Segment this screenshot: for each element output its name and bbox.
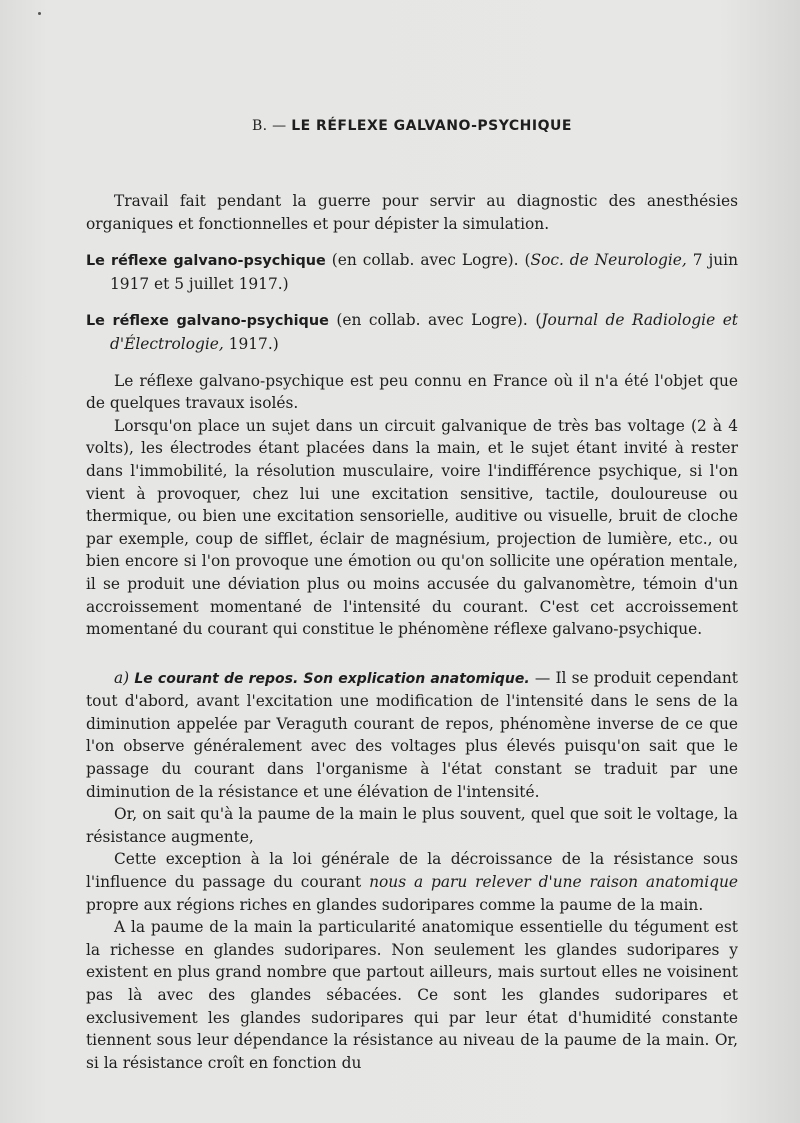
page-content bbox=[86, 112, 738, 1074]
reference-authors: (en collab. avec Logre). bbox=[336, 311, 528, 330]
italic-phrase: nous a paru relever d'une raison anatomique bbox=[369, 873, 738, 892]
body-paragraph: Lorsqu'on place un sujet dans un circuit galvanique de très bas voltage (2 à 4 volts), les électrodes étant placées dans la main, et le sujet étant invité à rester dans l'immobilité, la résolution musculaire, voire l'indifférence psychique, si l'on vient à provoquer, chez lui une excitation sensitive, tactile, douloureuse ou thermique, ou bien une excitation sensorielle, auditive ou visuelle, bruit de cloche par exemple, coup de sifflet, éclair de magnésium, projection de lumière, etc., ou bien encore si l'on provoque une émotion ou qu'on sollicite une opération mentale, il se produit une déviation plus ou moins accusée du galvanomètre, témoin d'un accroissement momentané de l'intensité du courant. C'est cet accroissement momentané du courant qui constitue le phénomène réflexe galvano-psychique. bbox=[86, 416, 738, 639]
intro-paragraph: Travail fait pendant la guerre pour servir au diagnostic des anesthésies organiques et fonctionnelles et pour dépister la simulation. bbox=[86, 192, 738, 233]
section-title: LE RÉFLEXE GALVANO-PSYCHIQUE bbox=[291, 118, 572, 134]
reference-1 bbox=[86, 249, 738, 295]
section-letter: B. — bbox=[252, 118, 287, 134]
reference-journal: Soc. de Neurologie, bbox=[530, 251, 687, 270]
reference-2 bbox=[86, 309, 738, 355]
subsection-a bbox=[86, 667, 738, 804]
reference-title: Le réflexe galvano-psychique bbox=[86, 313, 329, 330]
subsection-title: Le courant de repos. Son explication anatomique. bbox=[134, 670, 530, 687]
body-paragraph: Or, on sait qu'à la paume de la main le plus souvent, quel que soit le voltage, la résistance augmente, bbox=[86, 805, 738, 846]
text-segment: propre aux régions riches en glandes sudoripares comme la paume de la main. bbox=[86, 895, 704, 914]
subsection-label: a) bbox=[114, 668, 130, 687]
body-paragraph: Le réflexe galvano-psychique est peu connu en France où il n'a été l'objet que de quelques travaux isolés. bbox=[86, 371, 738, 413]
reference-details: 7 juin 1917 et 5 juillet 1917.) bbox=[110, 251, 738, 293]
section-heading bbox=[86, 118, 738, 134]
body-paragraph: A la paume de la main la particularité anatomique essentielle du tégument est la richesse en glandes sudoripares. Non seulement les glandes sudoripares y existent en plus grand nombre que partout ailleurs, mais surtout elles ne voisinent pas là avec des glandes sébacées. Ce sont les glandes sudoripares et exclusivement les glandes sudoripares qui par leur état d'humidité constante tiennent sous leur dépendance la résistance au niveau de la paume de la main. Or, si la résistance croît en fonction du bbox=[86, 918, 738, 1072]
reference-authors: (en collab. avec Logre). bbox=[331, 251, 519, 270]
reference-title: Le réflexe galvano-psychique bbox=[86, 253, 326, 270]
page-mark bbox=[38, 12, 41, 15]
text-segment: Cette exception à la loi générale de la décroissance de la résistance sous l'influence du passage du courant bbox=[86, 850, 738, 892]
reference-paren: ( bbox=[524, 251, 531, 270]
reference-paren: ( bbox=[535, 311, 542, 330]
body-paragraph-exception bbox=[86, 848, 738, 916]
reference-details: 1917.) bbox=[228, 334, 279, 353]
subsection-text: — Il se produit cependant tout d'abord, avant l'excitation une modification de l'intensité dans le sens de la diminution appelée par Veraguth courant de repos, phénomène inverse de ce que l'on observe généralement avec des voltages plus élevés puisqu'on sait que le passage du courant dans l'organisme à l'état constant se traduit par une diminution de la résistance et une élévation de l'intensité. bbox=[86, 668, 738, 801]
reference-journal: Journal de Radiologie et d'Électrologie, bbox=[110, 311, 738, 353]
